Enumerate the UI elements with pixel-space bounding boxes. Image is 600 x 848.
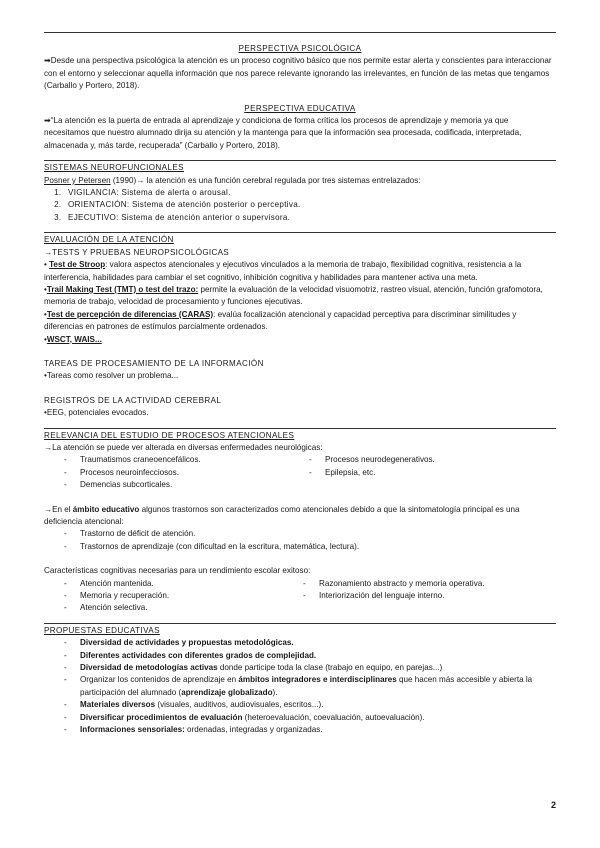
arrow-icon: → <box>44 504 53 514</box>
wsct-item <box>44 334 556 346</box>
divider <box>44 32 556 33</box>
text: ordenadas, integradas y organizadas. <box>184 725 323 735</box>
section-propuestas <box>44 625 556 737</box>
section-title: SISTEMAS NEUROFUNCIONALES <box>44 163 184 173</box>
paragraph: •EEG, potenciales evocados. <box>44 408 149 418</box>
stroop-item <box>44 259 556 284</box>
document-page <box>44 32 556 737</box>
bold-text: Diversidad de actividades y propuestas metodológicas. <box>80 638 294 648</box>
systems-list <box>44 187 556 224</box>
paragraph <box>44 115 556 152</box>
bullet-icon: • <box>44 309 47 319</box>
bullet-icon: • <box>44 334 47 344</box>
list-item: - Interiorización del lenguaje interno. <box>303 590 556 602</box>
bold-text: ámbito educativo <box>72 504 140 514</box>
section-relevancia <box>44 430 556 615</box>
paragraph: •Tareas como resolver un problema... <box>44 371 179 381</box>
bold-text: aprendizaje globalizado <box>181 687 273 697</box>
section-tareas <box>44 358 556 383</box>
list-item: - Epilepsia, etc. <box>309 467 509 479</box>
subheading-text: TESTS Y PRUEBAS NEUROPSICOLÓGICAS <box>52 247 230 257</box>
paragraph: Características cognitivas necesarias para un rendimiento escolar exitoso: <box>44 566 311 576</box>
list-item <box>64 674 556 699</box>
section-perspectiva-educativa <box>44 103 556 153</box>
section-sistemas <box>44 162 556 224</box>
authors: Posner y Petersen <box>44 175 111 185</box>
list-item <box>64 637 556 649</box>
section-title: TAREAS DE PROCESAMIENTO DE LA INFORMACIÓN <box>44 358 264 368</box>
arrow-right-icon: ➡ <box>44 56 51 66</box>
divider <box>44 428 556 429</box>
intro-text: La atención se puede ver alterada en diversas enfermedades neurológicas: <box>52 442 323 452</box>
bold-text: Diferentes actividades con diferentes grados de complejidad. <box>80 650 317 660</box>
caras-item <box>44 309 556 334</box>
list-item: - Atención selectiva. <box>64 602 283 614</box>
section-title: PERSPECTIVA EDUCATIVA <box>244 103 356 113</box>
arrow-icon: → <box>136 175 145 185</box>
list-item: 1. VIGILANCIA: Sistema de alerta o arousal. <box>64 187 556 199</box>
text: En el <box>52 504 73 514</box>
arrow-icon: → <box>44 442 53 452</box>
text: algunos trastornos son caracterizados como atencionales debido a que la sintomatología principal es una deficiencia atencional: <box>44 504 520 526</box>
divider <box>44 623 556 624</box>
list-item: 3. EJECUTIVO: Sistema de atención anterior o supervisora. <box>64 212 556 224</box>
list-item: - Memoria y recuperación. <box>64 590 283 602</box>
list-item: - Procesos neurodegenerativos. <box>309 454 509 466</box>
caras-name: Test de percepción de diferencias (CARAS) <box>46 309 214 319</box>
divider <box>44 232 556 233</box>
page-number: 2 <box>550 800 556 810</box>
intro-text: la atención es una función cerebral regulada por tres sistemas entrelazados: <box>144 175 421 185</box>
list-item: - Trastorno de déficit de atención. <box>64 528 556 540</box>
text: donde participe toda la clase (trabajo en equipo, en parejas...) <box>217 663 443 673</box>
traits-list-left <box>44 578 283 615</box>
divider <box>44 160 556 161</box>
section-title: PROPUESTAS EDUCATIVAS <box>44 625 160 635</box>
year: (1990) <box>110 175 137 185</box>
text: ). <box>272 687 278 697</box>
section-title: REGISTROS DE LA ACTIVIDAD CEREBRAL <box>44 395 222 405</box>
paragraph <box>44 504 556 529</box>
wsct-name: WSCT, WAIS... <box>46 334 102 344</box>
section-title: RELEVANCIA DEL ESTUDIO DE PROCESOS ATENCIONALES <box>44 430 295 440</box>
traits-list-right <box>283 578 556 615</box>
list-item: - Trastornos de aprendizaje (con dificultad en la escritura, matemática, lectura). <box>64 541 556 553</box>
subheading <box>44 247 556 259</box>
list-item: - Demencias subcorticales. <box>64 479 289 491</box>
bold-text: Diversidad de metodologías activas <box>80 663 218 673</box>
proposals-list <box>44 637 556 736</box>
paragraph <box>44 442 556 454</box>
diseases-list-right <box>289 454 509 491</box>
bold-text: Diversificar procedimientos de evaluación <box>80 712 243 722</box>
traits-columns <box>44 578 556 615</box>
section-title: EVALUACIÓN DE LA ATENCIÓN <box>44 235 174 245</box>
arrow-icon: → <box>44 247 53 257</box>
bold-text: ámbitos integradores e interdisciplinares <box>238 675 397 685</box>
section-evaluacion <box>44 234 556 346</box>
stroop-text: : valora aspectos atencionales y ejecutivos vinculados a la memoria de trabajo, flexibilidad cognitiva, resistencia a la interferencia, habilidades para cambiar el set cognitivo, inhibición cognitiva y habilidades para mantener activa una meta. <box>44 260 522 282</box>
list-item <box>64 712 556 724</box>
text: (heteroevaluación, coevaluación, autoevaluación). <box>242 712 425 722</box>
paragraph <box>44 175 556 187</box>
text: que hacen más accesible y abierta la participación del alumnado ( <box>80 675 533 697</box>
stroop-name: Test de Stroop <box>49 260 106 270</box>
list-item <box>64 650 556 662</box>
list-item <box>64 662 556 674</box>
tmt-name: Trail Making Test (TMT) o test del trazo: <box>46 284 199 294</box>
diseases-list-left <box>44 454 289 491</box>
list-item <box>64 724 556 736</box>
tmt-text: permite la evaluación de la velocidad visuomotriz, rastreo visual, atención, función grafomotora, memoria de trabajo, velocidad de procesamiento y funciones ejecutivas. <box>44 284 543 307</box>
bold-text: Informaciones sensoriales: <box>80 725 185 735</box>
bold-text: Materiales diversos <box>80 700 156 710</box>
list-item: - Atención mantenida. <box>64 578 283 590</box>
list-item: - Traumatismos craneoencefálicos. <box>64 454 289 466</box>
text: Organizar los contenidos de aprendizaje en <box>80 675 239 685</box>
arrow-right-icon: ➡ <box>44 116 51 126</box>
text: (visuales, auditivos, audiovisuales, escritos...). <box>155 700 324 710</box>
section-title: PERSPECTIVA PSICOLÓGICA <box>238 44 362 53</box>
paragraph-text: “La atención es la puerta de entrada al aprendizaje y condiciona de forma crítica los procesos de aprendizaje y memoria ya que necesitamos que nuestro alumnado dirija su atención y la mantenga para que la información sea procesada, codificada, interpretada, almacenada y, más tarde, recuperada” (Carballo y Portero, 2018). <box>44 116 522 150</box>
section-perspectiva-psicologica <box>44 43 556 93</box>
list-item: 2. ORIENTACIÓN: Sistema de atención posterior o perceptiva. <box>64 199 556 211</box>
disorders-list <box>44 528 556 553</box>
tmt-item <box>44 284 556 309</box>
list-item <box>64 699 556 711</box>
diseases-columns <box>44 454 556 491</box>
paragraph-text: Desde una perspectiva psicológica la atención es un proceso cognitivo básico que nos permite estar alerta y conscientes para interaccionar con el entorno y seleccionar aquella información que nos parece relevante ignorando las irrelevantes, en función de las metas que tengamos (Carballo y Portero, 2018). <box>44 56 552 91</box>
list-item: - Razonamiento abstracto y memoria operativa. <box>303 578 556 590</box>
list-item: - Procesos neuroinfecciosos. <box>64 467 289 479</box>
caras-text: : evalúa focalización atencional y capacidad perceptiva para discriminar similitudes y diferencias en patrones de estímulos parcialmente ordenados. <box>44 309 517 332</box>
paragraph <box>44 55 556 92</box>
bullet-icon: • <box>44 260 47 270</box>
bullet-icon: • <box>44 284 47 294</box>
section-registros <box>44 395 556 420</box>
